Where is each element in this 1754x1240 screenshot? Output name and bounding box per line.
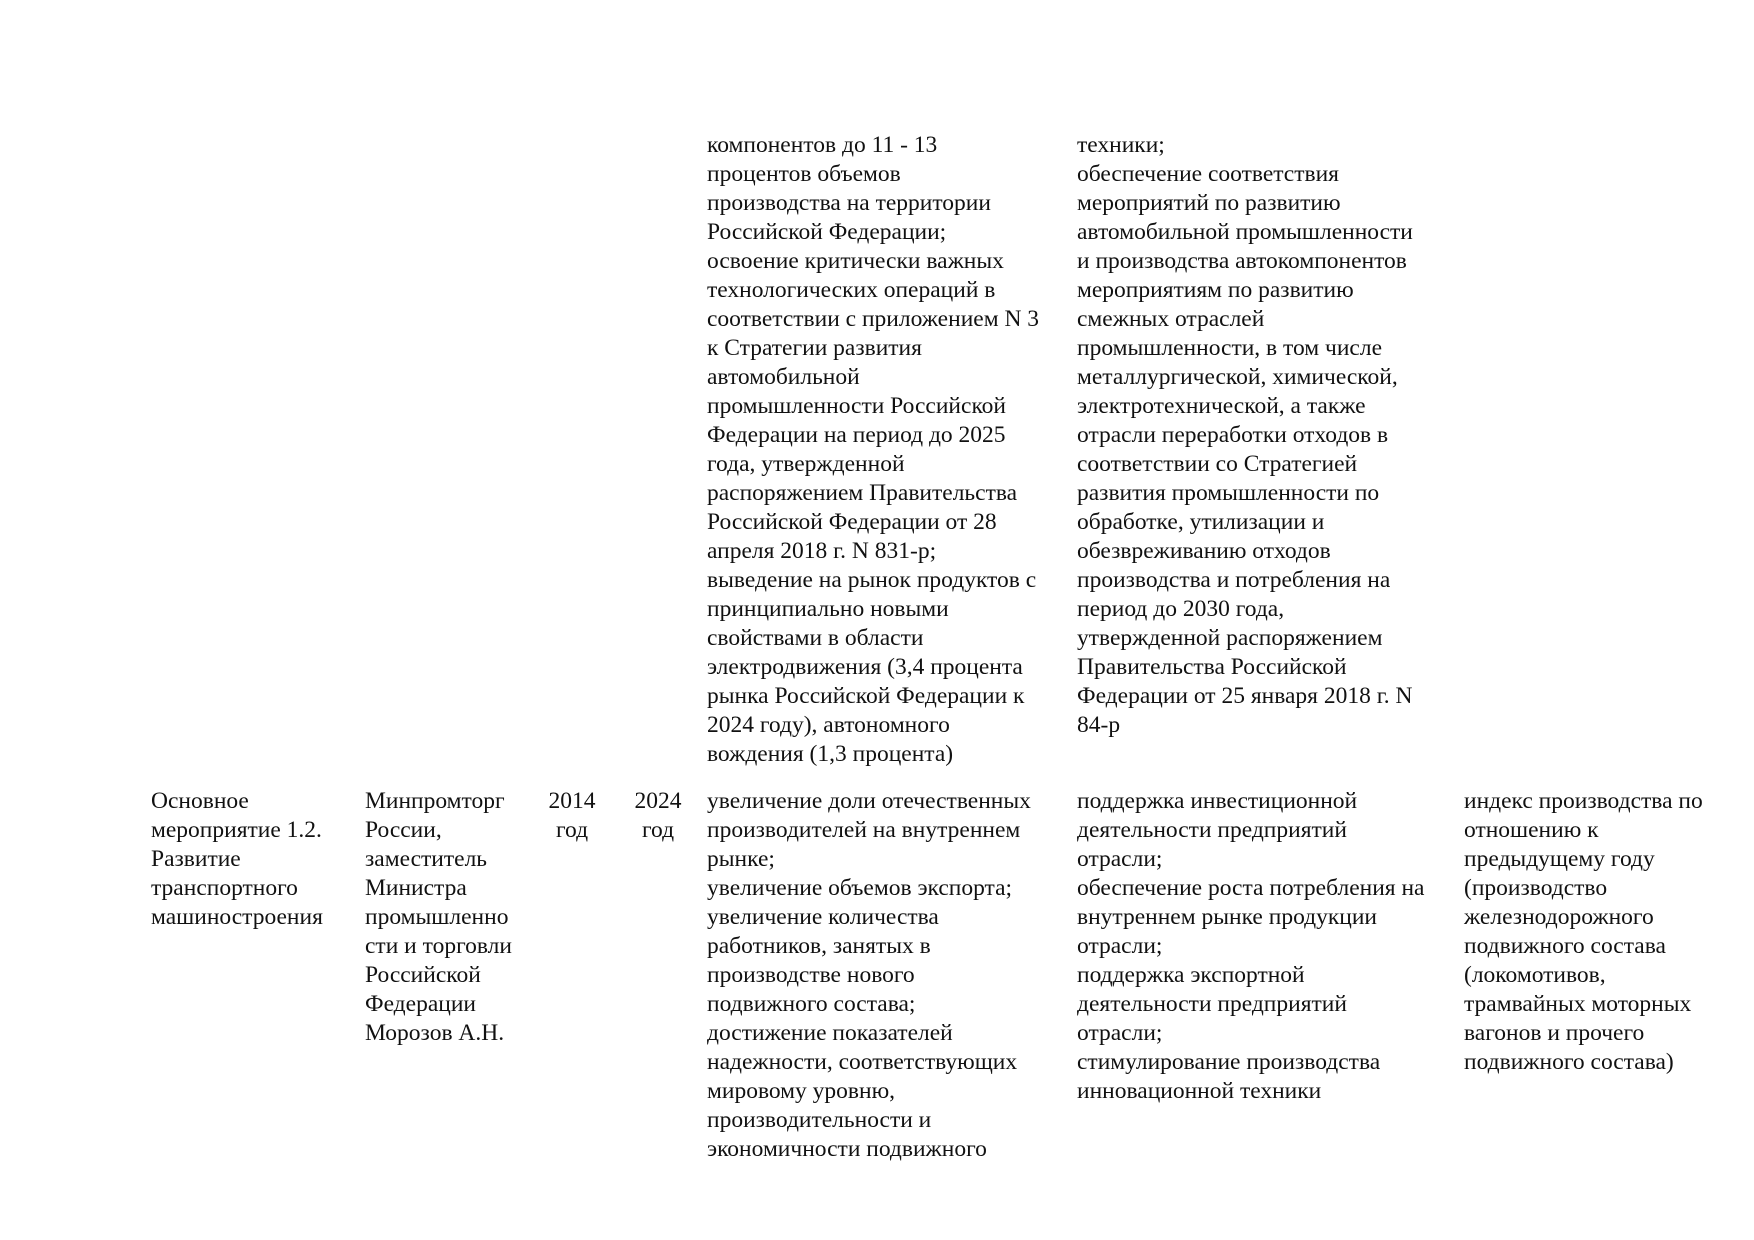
relation-cell: поддержка инвестиционной деятельности предприятий отрасли; обеспечение роста потребления на внутреннем рынке продукции отрасли; поддержка экспортной деятельности предприятий отрасли; стимулирование производства инновационной техники — [1077, 788, 1425, 1104]
expected-results-cell: увеличение доли отечественных производителей на внутреннем рынке; увеличение объемов экспорта; увеличение количества работников, занятых в производстве нового подвижного состава; достижение показателей надежности, соответствующих мировому уровню, производительности и экономичности подвижного — [707, 788, 1031, 1162]
continuation-relation-cell: техники; обеспечение соответствия мероприятий по развитию автомобильной промышленности и производства автокомпонентов мероприятиям по развитию смежных отраслей промышленности, в том числе металлургической, химической, электротехнической, а также отрасли переработки отходов в соответствии со Стратегией развития промышленности по обработке, утилизации и обезвреживанию отходов производства и потребления на период до 2030 года, утвержденной распоряжением Правительства Российской Федерации от 25 января 2018 г. N 84-р — [1077, 132, 1413, 738]
indicator-cell: индекс производства по отношению к предыдущему году (производство железнодорожного подвижного состава (локомотивов, трамвайных моторных вагонов и прочего подвижного состава) — [1464, 788, 1703, 1075]
measure-name-cell: Основное мероприятие 1.2. Развитие транспортного машиностроения — [151, 788, 323, 930]
start-year-cell: 2014 год — [548, 788, 596, 843]
continuation-expected-results-cell: компонентов до 11 - 13 процентов объемов производства на территории Российской Федерации; освоение критически важных технологических операций в соответствии с приложением N 3 к Стратегии развития автомобильной промышленности Российской Федерации на период до 2025 года, утвержденной распоряжением Правительства Российской Федерации от 28 апреля 2018 г. N 831-р; выведение на рынок продуктов с принципиально новыми свойствами в области электродвижения (3,4 процента рынка Российской Федерации к 2024 году), автономного вождения (1,3 процента) — [707, 132, 1040, 767]
end-year-cell: 2024 год — [634, 788, 682, 843]
executor-cell: Минпромторг России, заместитель Министра промышленно сти и торговли Российской Федерации Морозов А.Н. — [365, 788, 512, 1046]
